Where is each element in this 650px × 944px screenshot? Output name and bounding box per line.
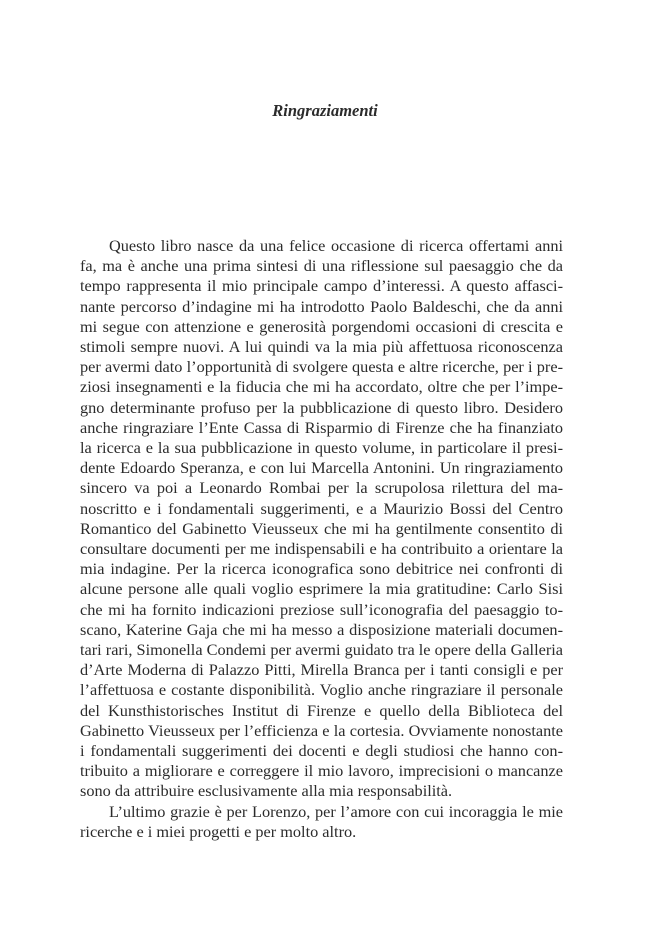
acknowledgements-body bbox=[80, 236, 563, 842]
paragraph-main: Questo libro nasce da una felice occasione di ricerca offertami anni fa, ma è anche una prima sintesi di una riflessione sul paesaggio che da tempo rappresenta il mio principale campo d’interessi. A questo affascinante percorso d’indagine mi ha introdotto Paolo Baldeschi, che da anni mi segue con attenzione e generosità porgendomi occasioni di crescita e stimoli sempre nuovi. A lui quindi va la mia più affettuosa riconoscenza per avermi dato l’opportunità di svolgere questa e altre ricerche, per i preziosi insegnamenti e la fiducia che mi ha accordato, oltre che per l’impegno determinante profuso per la pubblicazione di questo libro. Desidero anche ringraziare l’Ente Cassa di Risparmio di Firenze che ha finanziato la ricerca e la sua pubblicazione in questo volume, in particolare il presidente Edoardo Speranza, e con lui Marcella Antonini. Un ringraziamento sincero va poi a Leonardo Rombai per la scrupolosa rilettura del manoscritto e i fondamentali suggerimenti, e a Maurizio Bossi del Centro Romantico del Gabinetto Vieusseux che mi ha gentilmente consentito di consultare documenti per me indispensabili e ha contribuito a orientare la mia indagine. Per la ricerca iconografica sono debitrice nei confronti di alcune persone alle quali voglio esprimere la mia gratitudine: Carlo Sisi che mi ha fornito indicazioni preziose sull’iconografia del paesaggio toscano, Katerine Gaja che mi ha messo a disposizione materiali documentari rari, Simonella Condemi per avermi guidato tra le opere della Galleria d’Arte Moderna di Palazzo Pitti, Mirella Branca per i tanti consigli e per l’affettuosa e costante disponibilità. Voglio anche ringraziare il personale del Kunsthistorisches Institut di Firenze e quello della Biblioteca del Gabinetto Vieusseux per l’efficienza e la cortesia. Ovviamente nonostante i fondamentali suggerimenti dei docenti e degli studiosi che hanno contribuito a migliorare e correggere il mio lavoro, imprecisioni o mancanze sono da attribuire esclusivamente alla mia responsabilità. bbox=[80, 236, 563, 801]
paragraph-closing: L’ultimo grazie è per Lorenzo, per l’amore con cui incoraggia le mie ricerche e i miei progetti e per molto altro. bbox=[80, 801, 563, 841]
page-title: Ringraziamenti bbox=[272, 101, 378, 120]
